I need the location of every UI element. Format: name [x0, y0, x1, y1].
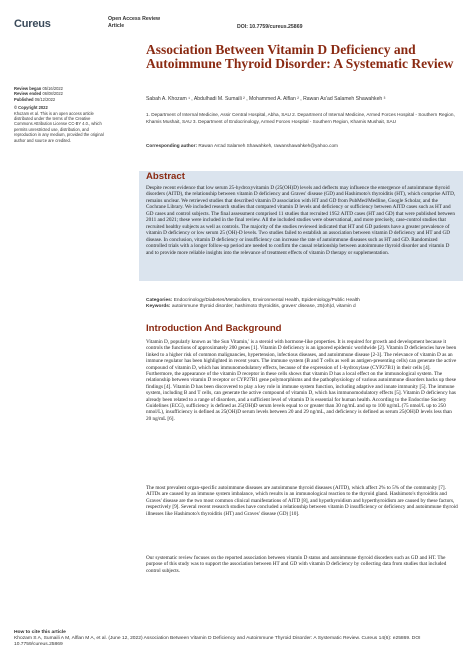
- section-heading-introduction: Introduction And Background: [146, 323, 282, 334]
- doi-header[interactable]: DOI: 10.7759/cureus.25869: [237, 24, 303, 30]
- categories-block: [146, 298, 462, 311]
- corresponding-author-email[interactable]: Rawan As'ad Salameh Shawahkeh, rawanshawahkeh@yahoo.com: [198, 143, 338, 148]
- sidebar: [14, 86, 104, 143]
- corresponding-author: Corresponding author: Rawan As'ad Salameh Shawahkeh, rawanshawahkeh@yahoo.com: [146, 143, 338, 148]
- keywords: Keywords: autoimmune thyroid disorder, hashimoto thyroiditis, graves' disease, 25(oh)d, vitamin d: [146, 304, 356, 310]
- review-ended: Review ended 06/08/2022: [14, 91, 63, 97]
- article-title: Association Between Vitamin D Deficiency and Autoimmune Thyroid Disorder: A Systematic Review: [146, 42, 454, 72]
- copyright: © Copyright 2022: [14, 105, 48, 111]
- categories: Categories: Endocrinology/Diabetes/Metabolism, Environmental Health, Epidemiology/Public Health: [146, 298, 360, 303]
- intro-paragraph-2: The most prevalent organ-specific autoimmune diseases are autoimmune thyroid diseases (AITD), which affect 2% to 5% of the community [7]. AITDs are caused by an immune system imbalance, which results in an immunological reaction to the thyroid gland. Hashimoto's thyroiditis and Graves' disease are the two most common clinical manifestations of AITD [8], and hypothyroidism and hyperthyroidism are caused by these factors, respectively [9]. Several recent research studies have concluded a relationship between vitamin D insufficiency or deficiency and autoimmune thyroid illnesses like Hashimoto's thyroiditis (HT) and Graves' disease (GD) [10].: [146, 485, 458, 517]
- affiliations: 1. Department of Internal Medicine, Assir Central Hospital, Abha, SAU 2. Department of Internal Medicine, Armed Forces Hospital - Southern Region, Khamis Mushait, SAU 3. Department of Endocrinology, Armed Forces Hospital - Southern Region, Khamis Mushait, SAU: [146, 112, 455, 124]
- published-date: Published 06/12/2022: [14, 96, 56, 102]
- review-began: Review began 05/16/2022: [14, 86, 63, 91]
- review-dates: [14, 86, 104, 102]
- abstract-text: Despite recent evidence that low serum 25-hydroxyvitamin D (25(OH)D) levels and deflects may influence the emergence of autoimmune thyroid disorders (AITD), the relationship between vitamin D deficiency and Graves' disease (GD) and Hashimoto's thyroiditis (HT), which comprise AITD, remains unclear. We retrieved studies that described vitamin D association with HT and GD from PubMed/Medline, Google Scholar, and the Cochrane Library. We included research studies that compared vitamin D levels and deficiency or sufficiency between AITD cases such as HT and GD cases and control subjects. The final assessment comprised 11 studies that recruited 1952 AITD cases (HT and GD) that were published between 2011 and 2021; these were included in the final review. All the included studies were observational, and more precisely, case-control studies that recruited healthy subjects as well as controls. The majority of the studies reviewed indicated that HT and GD patients have a greater prevalence of vitamin D deficiency or low serum 25 (OH)-D levels. Two studies failed to establish an association between vitamin D deficiency and HT and GD disease. In conclusion, vitamin D deficiency or insufficiency can increase the rate of autoimmune diseases such as HT and GD. Randomized controlled trials with a longer follow-up period are needed to confirm the causal relationship between autoimmune thyroid disorder and vitamin D and to provide more reliable insights into the relevance of treatment effects of vitamin D therapy or supplementation.: [146, 185, 456, 256]
- license-text: Khozam et al. This is an open access article distributed under the terms of the Creative Commons Attribution License CC-BY 4.0., which permits unrestricted use, distribution, and reproduction in any medium, provided the original author and source are credited.: [14, 110, 104, 143]
- cureus-logo[interactable]: Cureus: [14, 18, 51, 30]
- abstract-heading: Abstract: [146, 171, 185, 182]
- intro-paragraph-1: Vitamin D, popularly known as 'the Sun Vitamin,' is a steroid with hormone-like properties. It is required for growth and development because it controls the functions of approximately 200 genes [1]. Vitamin D deficiency is an ignored epidemic worldwide [2]. Vitamin D deficiencies have been linked to a higher risk of common malignancies, hypertension, infectious diseases, and autoimmune disease [2-3]. The relevance of vitamin D as an immune regulator has been highlighted in recent years. The immune system (B and T cells as well as antigen-presenting cells) can generate the active compound of vitamin D, which has immunomodulatory effects, because of the expression of 1-hydroxylase (CYP27B1) in their cells [4]. Furthermore, the appearance of the vitamin D receptor in these cells shows that vitamin D has a local effect on the immunological system. The relationship between vitamin D receptor or CYP27B1 gene polymorphisms and the pathophysiology of various autoimmune disorders backs up these findings [4]. Vitamin D has been discovered to play a key role in immune system function, including adaptive and innate immunity [5]. The immune system, including B and T cells, can generate the active compound of vitamin D, which has immunomodulatory effects [5]. Vitamin D deficiency has already been related to a range of disorders, and a sufficient level of vitamin D is essential for human health. According to the Endocrine Society Guidelines (ECG), sufficiency is defined as 25(OH)D serum levels equal to or greater than 30 ng/mL and up to 100 ng/mL (75 nmol/L up to 250 nmol/L), insufficiency is defined as 25(OH)D serum levels between 20 and 29 ng/mL, and deficiency is defined as serum 25(OH)D levels less than 20 ng/mL [6].: [146, 339, 457, 422]
- intro-paragraph-3: Our systematic review focuses on the reported association between vitamin D status and autoimmune thyroid disorders such as GD and HT. The purpose of this study was to support the association between HT and GD with vitamin D deficiency by collecting data from studies that included control subjects.: [146, 555, 447, 574]
- article-type-label: Article: [108, 22, 125, 29]
- article-type-header: [108, 16, 160, 29]
- how-to-cite-label: How to cite this article: [14, 630, 66, 635]
- citation-text: Khozam S A, Sumaili A M, Alflan M A, et al. (June 12, 2022) Association Between Vitamin D Deficiency and Autoimmune Thyroid Disorder: A Systematic Review. Cureus 14(6): e25869. DOI 10.7759/cureus.25869: [14, 636, 421, 648]
- citation-footer: [14, 630, 464, 649]
- open-access-label: Open Access Review: [108, 16, 160, 22]
- author-list[interactable]: Sabah A. Khozam ¹ , Abdulhadi M. Sumaili ² , Mohammed A. Alflan ² , Rawan As'ad Salameh Shawahkeh ³: [146, 96, 386, 102]
